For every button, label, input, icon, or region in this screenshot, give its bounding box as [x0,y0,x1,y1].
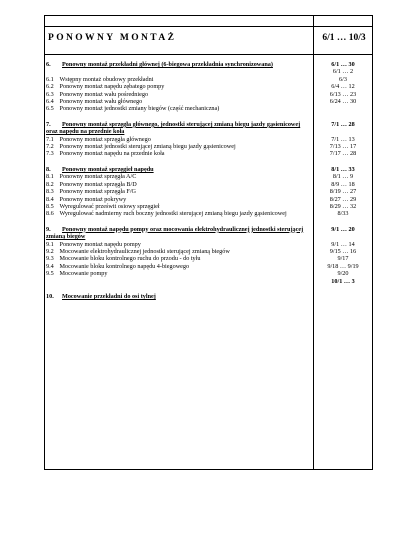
toc-text: Ponowny montaż napędu pompy [59,240,141,248]
section-pages: 9/1 … 20 [331,225,355,233]
toc-text: 6/24 … 30 [329,98,357,106]
title-bottom-rule [44,54,373,55]
toc-text: Wyregulować nadmierny ruch boczny jednostki sterującej zmianą biegu jazdy gąsienicowej [59,210,287,218]
toc-text: 9/1 … 14 [331,240,355,248]
toc-text: 8/19 … 27 [329,188,357,196]
list-item [46,76,371,83]
toc-text: 8. [46,165,51,173]
toc-text: 8.3 [46,188,54,196]
section-pages: 6/1 … 30 [331,61,355,68]
toc-section-7 [46,121,371,158]
toc-text: 7.2 [46,143,54,151]
toc-section-6 [46,61,371,113]
toc-text: 6.1 [46,75,54,83]
section-pages-row [46,278,371,285]
toc-text: 8/33 [337,210,349,218]
toc-text: 9. [46,225,51,233]
toc-text: 8.2 [46,180,54,188]
toc-text: 8.5 [46,202,54,210]
toc-text: 8/9 … 18 [331,180,355,188]
toc-text: Mocowanie bloku kontrolnego napędu 4-biegowego [59,262,190,270]
section-heading [46,61,371,68]
toc-text: 6.2 [46,83,54,91]
toc-text: 10/1 … 3 [331,277,355,285]
toc-text: 9.4 [46,262,54,270]
list-item [46,83,371,90]
list-item [46,248,371,255]
toc-text: 9.5 [46,270,54,278]
list-item [46,210,371,217]
toc-text: Mocowanie przekładni do osi tylnej [62,292,156,300]
list-item [46,143,371,150]
toc-text: 9/17 [337,255,349,263]
section-pages-row [46,68,371,75]
toc-text: 6/4 … 12 [331,83,355,91]
toc-text: Ponowny montaż jednostki zmiany biegów (część mechaniczna) [59,105,220,113]
list-item [46,270,371,277]
list-item [46,196,371,203]
toc-text: 9/20 [337,270,349,278]
toc-text: 6/13 … 23 [329,90,357,98]
toc-text: 6.3 [46,90,54,98]
list-item [46,203,371,210]
title-bar [46,27,371,54]
toc-text: Ponowny montaż sprzęgła głównego [59,135,151,143]
list-item [46,91,371,98]
toc-section-8 [46,166,371,218]
toc-text: 9.2 [46,247,54,255]
toc-text: Ponowny montaż wału głównego [59,98,143,106]
toc-text: 7/13 … 17 [329,143,357,151]
toc-section-10 [46,293,371,300]
toc-section-9 [46,226,371,285]
section-pages: 7/1 … 28 [331,120,355,128]
toc-text: Ponowny montaż napędu pompy oraz mocowania elektrohydraulicznej jednostki sterującej zmianą biegów [46,225,304,241]
toc-text: Ponowny montaż sprzęgła A/C [59,173,137,181]
toc-text: 8.4 [46,195,54,203]
list-item [46,150,371,157]
toc-text: Ponowny montaż sprzęgła B/D [59,180,137,188]
toc-text: 7.1 [46,135,54,143]
toc-text: 6/1 … 2 [332,68,354,76]
toc-text: 9/15 … 16 [329,247,357,255]
toc-text: Ponowny montaż pokrywy [59,195,127,203]
section-heading [46,121,371,136]
toc-text: 7/1 … 13 [331,135,355,143]
section-heading [46,226,371,241]
toc-text: Ponowny montaż wału pośredniego [59,90,149,98]
toc-text: 9.1 [46,240,54,248]
toc-text: Ponowny montaż jednostki sterującej zmianą biegu jazdy gąsienicowej [59,143,236,151]
list-item [46,263,371,270]
toc-text: Mocowanie bloku kontrolnego ruchu do przodu - do tyłu [59,255,201,263]
toc-content [46,61,371,308]
toc-text: Ponowny montaż przekładni głównej (6-biegowa przekładnia synchronizowana) [62,61,273,68]
toc-text: Ponowny montaż napędu na przednie koła [59,150,165,158]
toc-text: Ponowny montaż napędu zębatego pompy [59,83,165,91]
list-item [46,173,371,180]
toc-text: 6.5 [46,105,54,113]
toc-text: 7/17 … 28 [329,150,357,158]
toc-text: Ponowny montaż sprzęgła F/G [59,188,137,196]
toc-text: Ponowny montaż sprzęgła głównego, jednostki sterującej zmianą biegu jazdy gąsienicowej oraz napędu na przednie koła [46,120,301,136]
list-item [46,105,371,112]
list-item [46,188,371,195]
list-item [46,181,371,188]
toc-text: 7.3 [46,150,54,158]
toc-text: 6.4 [46,98,54,106]
section-heading [46,166,371,173]
toc-text: 8/29 … 32 [329,202,357,210]
toc-text: Wstępny montaż obudowy przekładni [59,75,154,83]
toc-text: Mocowanie pompy [59,270,108,278]
toc-text: Wyregulować prześwit osiowy sprzęgieł [59,202,160,210]
toc-text: 7. [46,120,51,128]
toc-text: 9/18 … 9/19 [327,262,359,270]
page-title: PONOWNY MONTAŻ [48,33,177,43]
list-item [46,255,371,262]
list-item [46,136,371,143]
toc-text: 8.6 [46,210,54,218]
toc-text: Mocowanie elektrohydraulicznej jednostki sterującej zmianą biegów [59,247,230,255]
toc-text: 9.3 [46,255,54,263]
section-heading [46,293,371,300]
toc-text: 6. [46,61,51,68]
toc-text: 8.1 [46,173,54,181]
list-item [46,241,371,248]
title-pages: 6/1 … 10/3 [322,33,366,43]
section-pages: 8/1 … 33 [331,165,355,173]
toc-text: 10. [46,292,54,300]
toc-text: Ponowny montaż sprzęgieł napędu [62,165,154,173]
toc-text: 8/27 … 29 [329,195,357,203]
list-item [46,98,371,105]
toc-text: 8/1 … 9 [332,173,354,181]
toc-text: 6/3 [339,75,347,83]
